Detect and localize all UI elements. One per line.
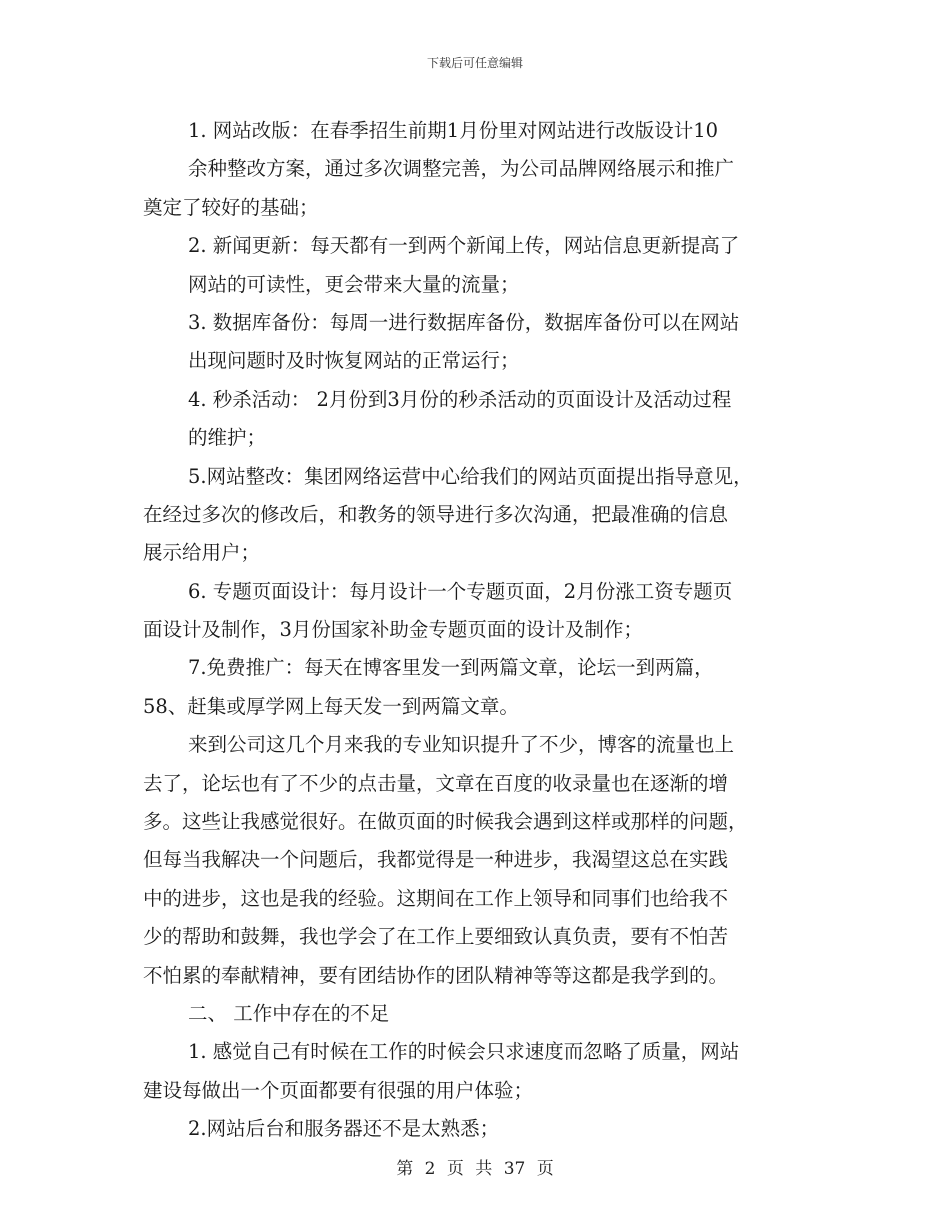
footer-suffix: 页 xyxy=(536,1159,554,1179)
section-heading: 二、 工作中存在的不足 xyxy=(188,1001,390,1025)
text-line: 展示给用户； xyxy=(143,541,261,565)
text-line: 奠定了较好的基础； xyxy=(143,195,319,219)
text-line: 4. 秒杀活动： 2月份到3月份的秒杀活动的页面设计及活动过程 xyxy=(188,387,732,411)
text-line: 1. 感觉自己有时候在工作的时候会只求速度而忽略了质量，网站 xyxy=(188,1040,740,1064)
text-line: 网站的可读性，更会带来大量的流量； xyxy=(188,272,520,296)
page-footer xyxy=(0,1154,950,1179)
text-line: 出现问题时及时恢复网站的正常运行； xyxy=(188,349,520,373)
text-line: 3. 数据库备份：每周一进行数据库备份，数据库备份可以在网站 xyxy=(188,310,740,334)
text-line: 1. 网站改版：在春季招生前期1月份里对网站进行改版设计10 xyxy=(188,119,719,142)
footer-page-word: 页 xyxy=(446,1159,464,1179)
text-line: 2.网站后台和服务器还不是太熟悉； xyxy=(188,1117,500,1141)
text-line: 在经过多次的修改后，和教务的领导进行多次沟通，把最准确的信息 xyxy=(143,502,729,526)
text-line: 余种整改方案，通过多次调整完善，为公司品牌网络展示和推广 xyxy=(188,157,735,181)
text-line: 中的进步，这也是我的经验。这期间在工作上领导和同事们也给我不 xyxy=(143,886,729,910)
text-line: 2. 新闻更新：每天都有一到两个新闻上传，网站信息更新提高了 xyxy=(188,234,740,258)
text-line: 不怕累的奉献精神，要有团结协作的团队精神等等这都是我学到的。 xyxy=(143,963,729,987)
footer-total-word: 共 xyxy=(475,1159,493,1179)
document-body xyxy=(143,112,813,1149)
text-line: 7.免费推广：每天在博客里发一到两篇文章，论坛一到两篇， xyxy=(188,656,714,680)
text-line: 6. 专题页面设计：每月设计一个专题页面，2月份涨工资专题页 xyxy=(188,579,733,603)
header-note: 下载后可任意编辑 xyxy=(426,56,523,70)
total-pages-number: 37 xyxy=(503,1159,526,1179)
text-line: 多。这些让我感觉很好。在做页面的时候我会遇到这样或那样的问题， xyxy=(143,810,748,834)
text-line: 5.网站整改：集团网络运营中心给我们的网站页面提出指导意见， xyxy=(188,464,753,488)
text-line: 但每当我解决一个问题后，我都觉得是一种进步，我渴望这总在实践 xyxy=(143,848,729,872)
text-line: 建设每做出一个页面都要有很强的用户体验； xyxy=(143,1078,534,1102)
text-line: 面设计及制作，3月份国家补助金专题页面的设计及制作； xyxy=(143,618,643,642)
footer-prefix: 第 xyxy=(396,1159,414,1179)
text-line: 去了，论坛也有了不少的点击量，文章在百度的收录量也在逐渐的增 xyxy=(143,771,729,795)
text-line: 来到公司这几个月来我的专业知识提升了不少，博客的流量也上 xyxy=(188,733,735,757)
text-line: 的维护； xyxy=(188,426,267,450)
current-page-number: 2 xyxy=(424,1159,436,1179)
text-line: 少的帮助和鼓舞，我也学会了在工作上要细致认真负责，要有不怕苦 xyxy=(143,925,729,949)
text-line: 58、赶集或厚学网上每天发一到两篇文章。 xyxy=(143,694,519,718)
